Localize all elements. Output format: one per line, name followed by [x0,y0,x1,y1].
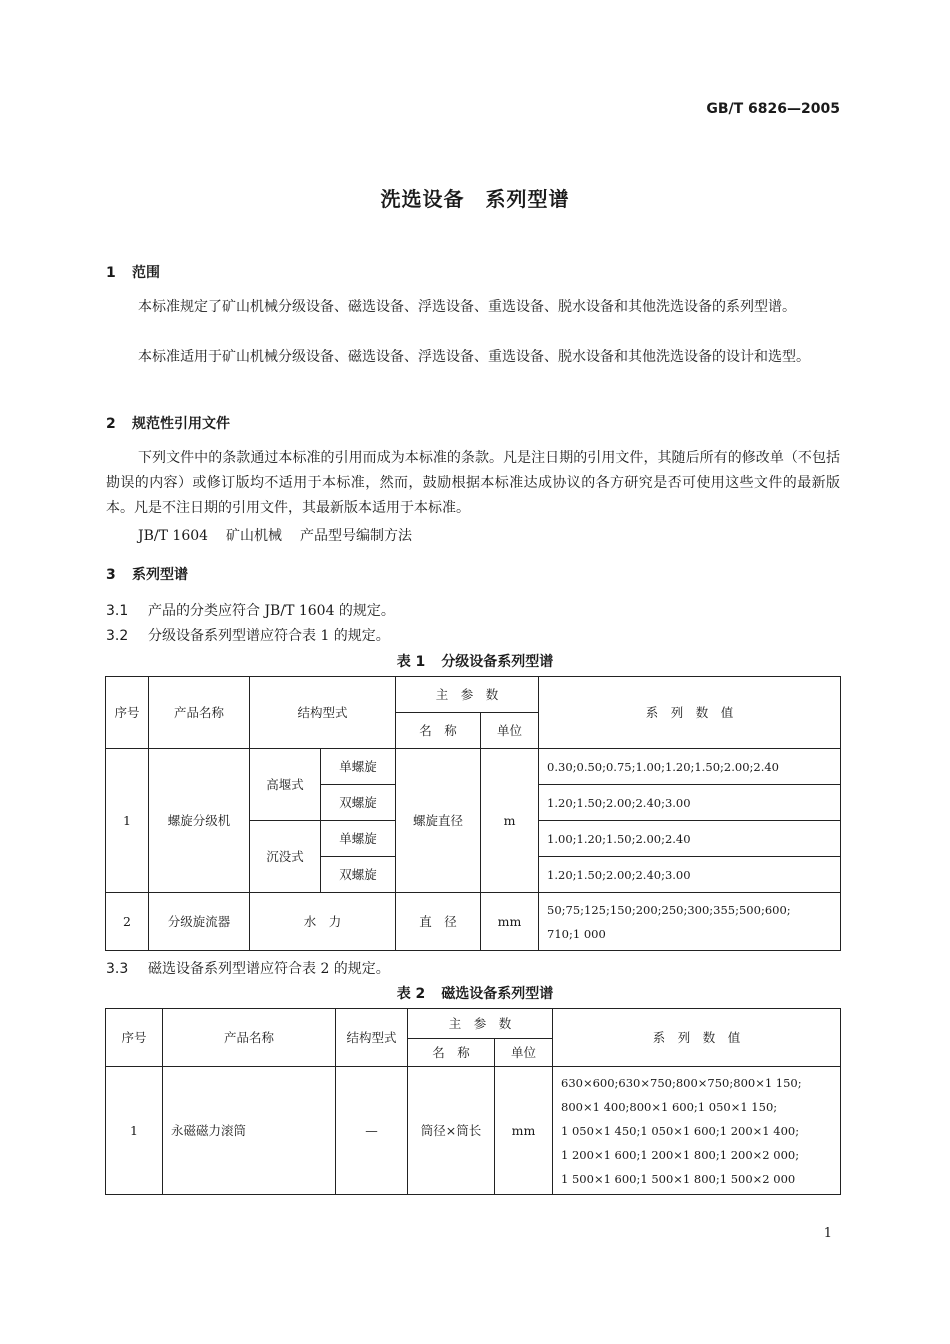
reference-part2: 产品型号编制方法 [300,528,413,544]
section-3-heading [106,564,188,584]
cell-product: 螺旋分级机 [149,749,250,893]
section-1-heading [106,262,160,282]
header-structure: 结构型式 [336,1009,408,1067]
reference-part1: 矿山机械 [226,528,283,544]
cell-param-name: 直 径 [396,893,481,951]
cell-seq: 1 [106,749,149,893]
cell-structure-sub: 单螺旋 [321,749,396,785]
values-line: 630×600;630×750;800×750;800×1 150; [561,1075,802,1090]
header-values: 系 列 数 值 [539,677,841,749]
clause-number: 3.3 [106,961,129,977]
table-caption-title: 分级设备系列型谱 [441,654,554,670]
cell-values: 1.20;1.50;2.00;2.40;3.00 [539,857,841,893]
cell-product: 分级旋流器 [149,893,250,951]
header-seq: 序号 [106,1009,163,1067]
table-row [106,749,841,785]
values-line: 800×1 400;800×1 600;1 050×1 150; [561,1099,778,1114]
cell-param-name: 螺旋直径 [396,749,481,893]
header-main-params: 主 参 数 [396,677,539,713]
table-row [106,893,841,951]
paragraph-references: 下列文件中的条款通过本标准的引用而成为本标准的条款。凡是注日期的引用文件，其随后所有的修改单（不包括勘误的内容）或修订版均不适用于本标准，然而，鼓励根据本标准达成协议的各方研究是否可使用这些文件的最新版本。凡是不注日期的引用文件，其最新版本适用于本标准。 [106,450,840,516]
cell-values: 0.30;0.50;0.75;1.00;1.20;1.50;2.00;2.40 [539,749,841,785]
cell-structure-sub: 双螺旋 [321,785,396,821]
cell-values [539,893,841,951]
values-line: 1 200×1 600;1 200×1 800;1 200×2 000; [561,1147,800,1162]
table-2-caption [0,983,950,1003]
table-caption-number: 表 2 [396,986,426,1002]
section-title: 系列型谱 [132,567,188,583]
cell-structure-sub: 单螺旋 [321,821,396,857]
values-line: 710;1 000 [547,926,606,941]
header-main-params: 主 参 数 [408,1009,553,1039]
cell-values: 1.00;1.20;1.50;2.00;2.40 [539,821,841,857]
header-unit: 单位 [495,1039,553,1067]
cell-structure: — [336,1067,408,1195]
clause-3-3 [106,958,390,978]
reference-code: JB/T 1604 [138,528,209,544]
table-caption-number: 表 1 [396,654,426,670]
section-number: 3 [106,567,116,583]
section-title: 范围 [132,265,160,281]
table-2 [105,1008,841,1195]
values-line: 1 050×1 450;1 050×1 600;1 200×1 400; [561,1123,800,1138]
table-row [106,1067,841,1195]
cell-structure-group: 高堰式 [250,749,321,821]
cell-values [553,1067,841,1195]
header-structure: 结构型式 [250,677,396,749]
cell-unit: mm [481,893,539,951]
cell-seq: 2 [106,893,149,951]
clause-number: 3.1 [106,603,129,619]
standard-code: GB/T 6826—2005 [706,101,840,117]
page-number: 1 [823,1226,832,1241]
paragraph-scope-1: 本标准规定了矿山机械分级设备、磁选设备、浮选设备、重选设备、脱水设备和其他洗选设备的系列型谱。 [138,299,796,315]
cell-seq: 1 [106,1067,163,1195]
cell-param-name: 筒径×筒长 [408,1067,495,1195]
clause-number: 3.2 [106,628,129,644]
clause-text: 分级设备系列型谱应符合表 1 的规定。 [148,628,390,644]
cell-values: 1.20;1.50;2.00;2.40;3.00 [539,785,841,821]
clause-3-1 [106,600,395,620]
paragraph-scope-2: 本标准适用于矿山机械分级设备、磁选设备、浮选设备、重选设备、脱水设备和其他洗选设备的设计和选型。 [138,349,810,365]
clause-text: 磁选设备系列型谱应符合表 2 的规定。 [148,961,390,977]
clause-3-2 [106,625,390,645]
table-caption-title: 磁选设备系列型谱 [441,986,554,1002]
cell-product: 永磁磁力滚筒 [163,1067,336,1195]
cell-unit: mm [495,1067,553,1195]
section-2-heading [106,413,230,433]
section-number: 2 [106,416,116,432]
cell-structure: 水 力 [250,893,396,951]
header-param-name: 名 称 [408,1039,495,1067]
values-line: 1 500×1 600;1 500×1 800;1 500×2 000 [561,1171,796,1186]
header-values: 系 列 数 值 [553,1009,841,1067]
cell-structure-group: 沉没式 [250,821,321,893]
header-unit: 单位 [481,713,539,749]
section-number: 1 [106,265,116,281]
header-product: 产品名称 [163,1009,336,1067]
table-1 [105,676,841,951]
header-param-name: 名 称 [396,713,481,749]
header-product: 产品名称 [149,677,250,749]
cell-structure-sub: 双螺旋 [321,857,396,893]
document-title: 洗选设备 系列型谱 [380,187,570,211]
reference-item [138,525,430,545]
clause-text: 产品的分类应符合 JB/T 1604 的规定。 [148,603,395,619]
section-title: 规范性引用文件 [132,416,230,432]
header-seq: 序号 [106,677,149,749]
table-1-caption [0,651,950,671]
values-line: 50;75;125;150;200;250;300;355;500;600; [547,902,791,917]
cell-unit: m [481,749,539,893]
